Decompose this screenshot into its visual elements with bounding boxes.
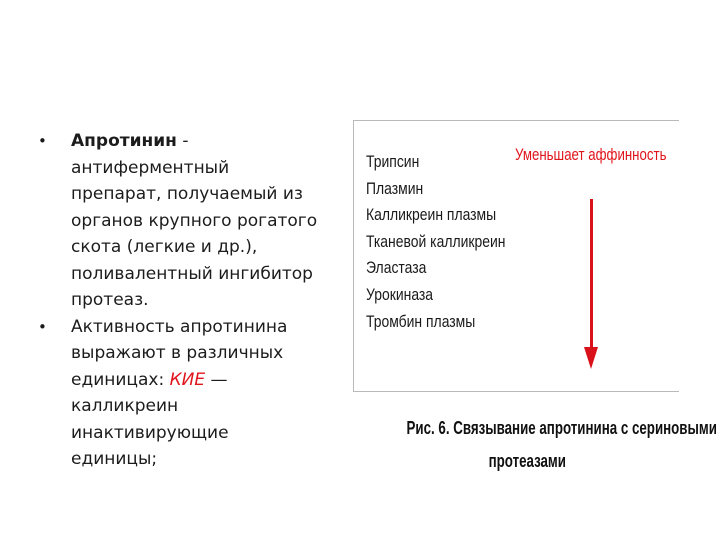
protease-figure xyxy=(353,120,679,392)
text-line: — xyxy=(205,369,228,390)
text-line: препарат, получаемый из xyxy=(71,184,303,204)
text-line: выражают в различных xyxy=(71,343,284,363)
caption-line-1: Рис. 6. Связывание апротинина с сериновыми xyxy=(406,418,717,438)
down-arrow-shaft xyxy=(590,199,593,349)
text-line: калликреин xyxy=(71,396,179,416)
kie-abbreviation: КИЕ xyxy=(169,369,206,390)
figure-caption xyxy=(352,412,717,478)
term-aprotinin: Апротинин xyxy=(71,131,177,151)
text-line: органов крупного рогатого xyxy=(71,210,318,231)
bullet-item-aprotinin xyxy=(34,128,354,314)
caption-line-2: протеазами xyxy=(488,451,566,471)
enzyme-item: Урокиназа xyxy=(366,284,434,304)
enzyme-item: Трипсин xyxy=(366,152,420,171)
enzyme-item: Плазмин xyxy=(366,178,424,198)
enzyme-item: Тромбин плазмы xyxy=(366,311,476,331)
text-line: протеаз. xyxy=(71,290,149,310)
text-line: инактивирующие xyxy=(71,422,229,443)
bullet-item-activity xyxy=(34,314,354,473)
text-line: единицах: xyxy=(71,369,170,390)
enzyme-list xyxy=(366,149,505,335)
bullet-marker: • xyxy=(38,317,47,336)
text-line: поливалентный ингибитор xyxy=(71,263,313,284)
enzyme-item: Калликреин плазмы xyxy=(366,205,497,225)
bullet-list xyxy=(34,128,354,473)
text-line: единицы; xyxy=(71,449,158,469)
enzyme-item: Тканевой калликреин xyxy=(366,231,506,251)
text-line: Активность апротинина xyxy=(71,316,288,337)
arrow-down-icon xyxy=(584,347,598,369)
text-line: - xyxy=(182,131,189,151)
text-line: скота (легкие и др.), xyxy=(71,237,258,257)
bullet-marker: • xyxy=(38,132,47,150)
enzyme-item: Эластаза xyxy=(366,258,427,278)
affinity-label: Уменьшает аффинность xyxy=(515,145,667,164)
text-line: антиферментный xyxy=(71,157,230,178)
